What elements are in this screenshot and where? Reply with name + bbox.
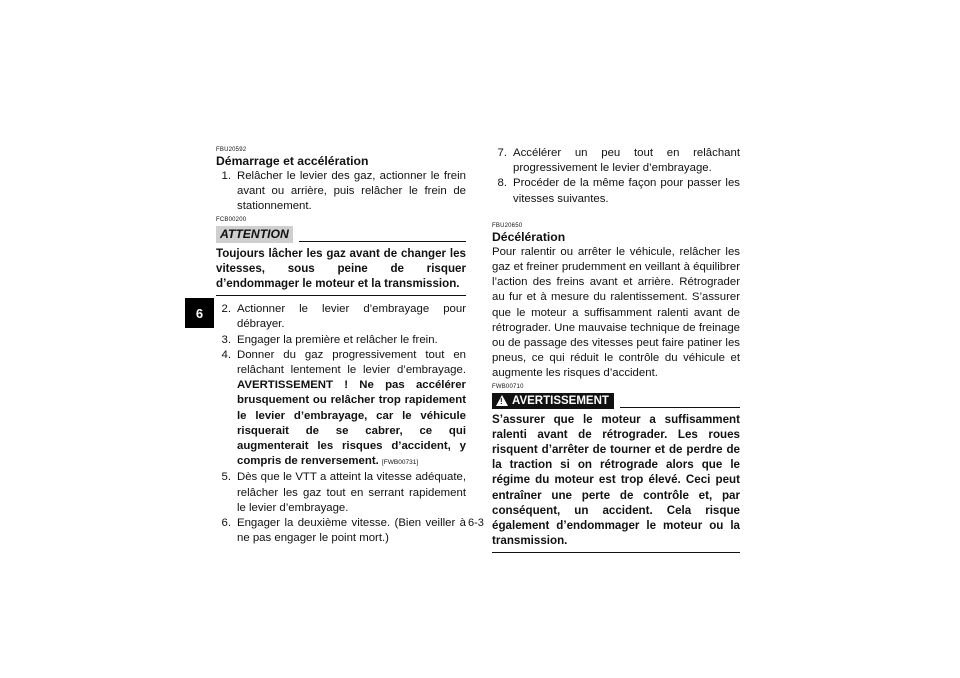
- steps-list-2: [216, 302, 466, 546]
- step-text: Dès que le VTT a atteint la vitesse adéquate, relâcher les gaz tout en serrant rapidement le levier d’embrayage.: [237, 471, 466, 514]
- deceleration-paragraph: Pour ralentir ou arrêter le véhicule, relâcher les gaz et freiner prudemment en veillant à équilibrer l’action des freins avant et arrière. Rétrograder au fur et à mesure du ralentissement. S’assurer que le moteur a suffisamment ralenti avant de rétrograder. Une mauvaise technique de freinage ou de passage des vitesses peut faire patiner les pneus, ce qui réduit le contrôle du véhicule et augmente les risques d’accident.: [492, 245, 740, 380]
- section-code: FBU20650: [492, 222, 523, 229]
- warning-label-box: [492, 393, 614, 409]
- list-item: [216, 470, 466, 516]
- steps-list-3: [492, 146, 740, 207]
- list-item: [216, 516, 466, 546]
- step-text: Relâcher le levier des gaz, actionner le frein avant ou arrière, puis relâcher le frein de stationnement.: [237, 170, 466, 213]
- step-number: 8.: [497, 177, 507, 190]
- right-column: [492, 146, 740, 559]
- list-item: [216, 348, 466, 471]
- warning-triangle-icon: !: [496, 395, 508, 406]
- chapter-tab: 6: [185, 298, 214, 328]
- step-text: Procéder de la même façon pour passer les vitesses suivantes.: [513, 177, 740, 205]
- step-number: 2.: [221, 303, 231, 316]
- list-item: [216, 333, 466, 348]
- step-number: 7.: [497, 147, 507, 159]
- page-number: 6-3: [468, 517, 484, 529]
- list-item: [216, 302, 466, 332]
- left-column: [216, 145, 466, 546]
- step-text: Engager la première et relâcher le frein.: [237, 333, 438, 346]
- step-text: Accélérer un peu tout en relâchant progressivement le levier d’embrayage.: [513, 147, 740, 175]
- step-number: 3.: [221, 333, 231, 346]
- warning-header: [492, 393, 740, 409]
- attention-rule: [299, 241, 466, 242]
- step-text-main: Donner du gaz progressivement tout en relâchant lentement le levier d’embrayage.: [237, 348, 466, 377]
- list-item: [216, 169, 466, 215]
- inline-warning: AVERTISSEMENT ! Ne pas accélérer brusquement ou relâcher trop rapidement le levier d’embrayage, car le véhicule risquerait de se cabrer, ce qui augmenterait les risques d’accident, y compris de renversement.: [237, 379, 466, 468]
- list-item: [492, 146, 740, 176]
- section-title-demarrage: Démarrage et accélération: [216, 154, 369, 168]
- warning-label: AVERTISSEMENT: [512, 394, 609, 407]
- step-number: 5.: [221, 471, 231, 484]
- attention-bottom-rule: [216, 295, 466, 296]
- step-number: 1.: [221, 170, 231, 182]
- step-number: 4.: [221, 348, 231, 361]
- section-title-deceleration: Décélération: [492, 229, 566, 244]
- warning-text: S’assurer que le moteur a suffisamment ralenti avant de rétrograder. Les roues risquent d’arrêter de tourner et de perdre de la traction si on rétrograde alors que le régime du moteur est trop élevé. Ceci peut entraîner une perte de contrôle et, par conséquent, un accident. Cela risque également d’endommager le moteur ou la transmission.: [492, 412, 740, 548]
- attention-text: Toujours lâcher les gaz avant de changer les vitesses, sous peine de risquer d’endommager le moteur et la transmission.: [216, 246, 466, 291]
- warning-code: FWB00710: [492, 383, 524, 390]
- step-number: 6.: [221, 517, 231, 530]
- list-item: [492, 176, 740, 206]
- step-text: [237, 348, 466, 471]
- warning-reference: [FWB00731]: [381, 459, 419, 467]
- attention-header: [216, 226, 466, 243]
- attention-label: ATTENTION: [216, 226, 293, 243]
- step-text: Engager la deuxième vitesse. (Bien veiller à ne pas engager le point mort.): [237, 517, 466, 545]
- steps-list-1: [216, 169, 466, 215]
- section-code: FBU20592: [216, 147, 247, 153]
- warning-bottom-rule: [492, 552, 740, 553]
- warning-rule: [620, 407, 740, 408]
- step-text: Actionner le levier d’embrayage pour débrayer.: [237, 303, 466, 331]
- attention-code: FCB00200: [216, 216, 247, 223]
